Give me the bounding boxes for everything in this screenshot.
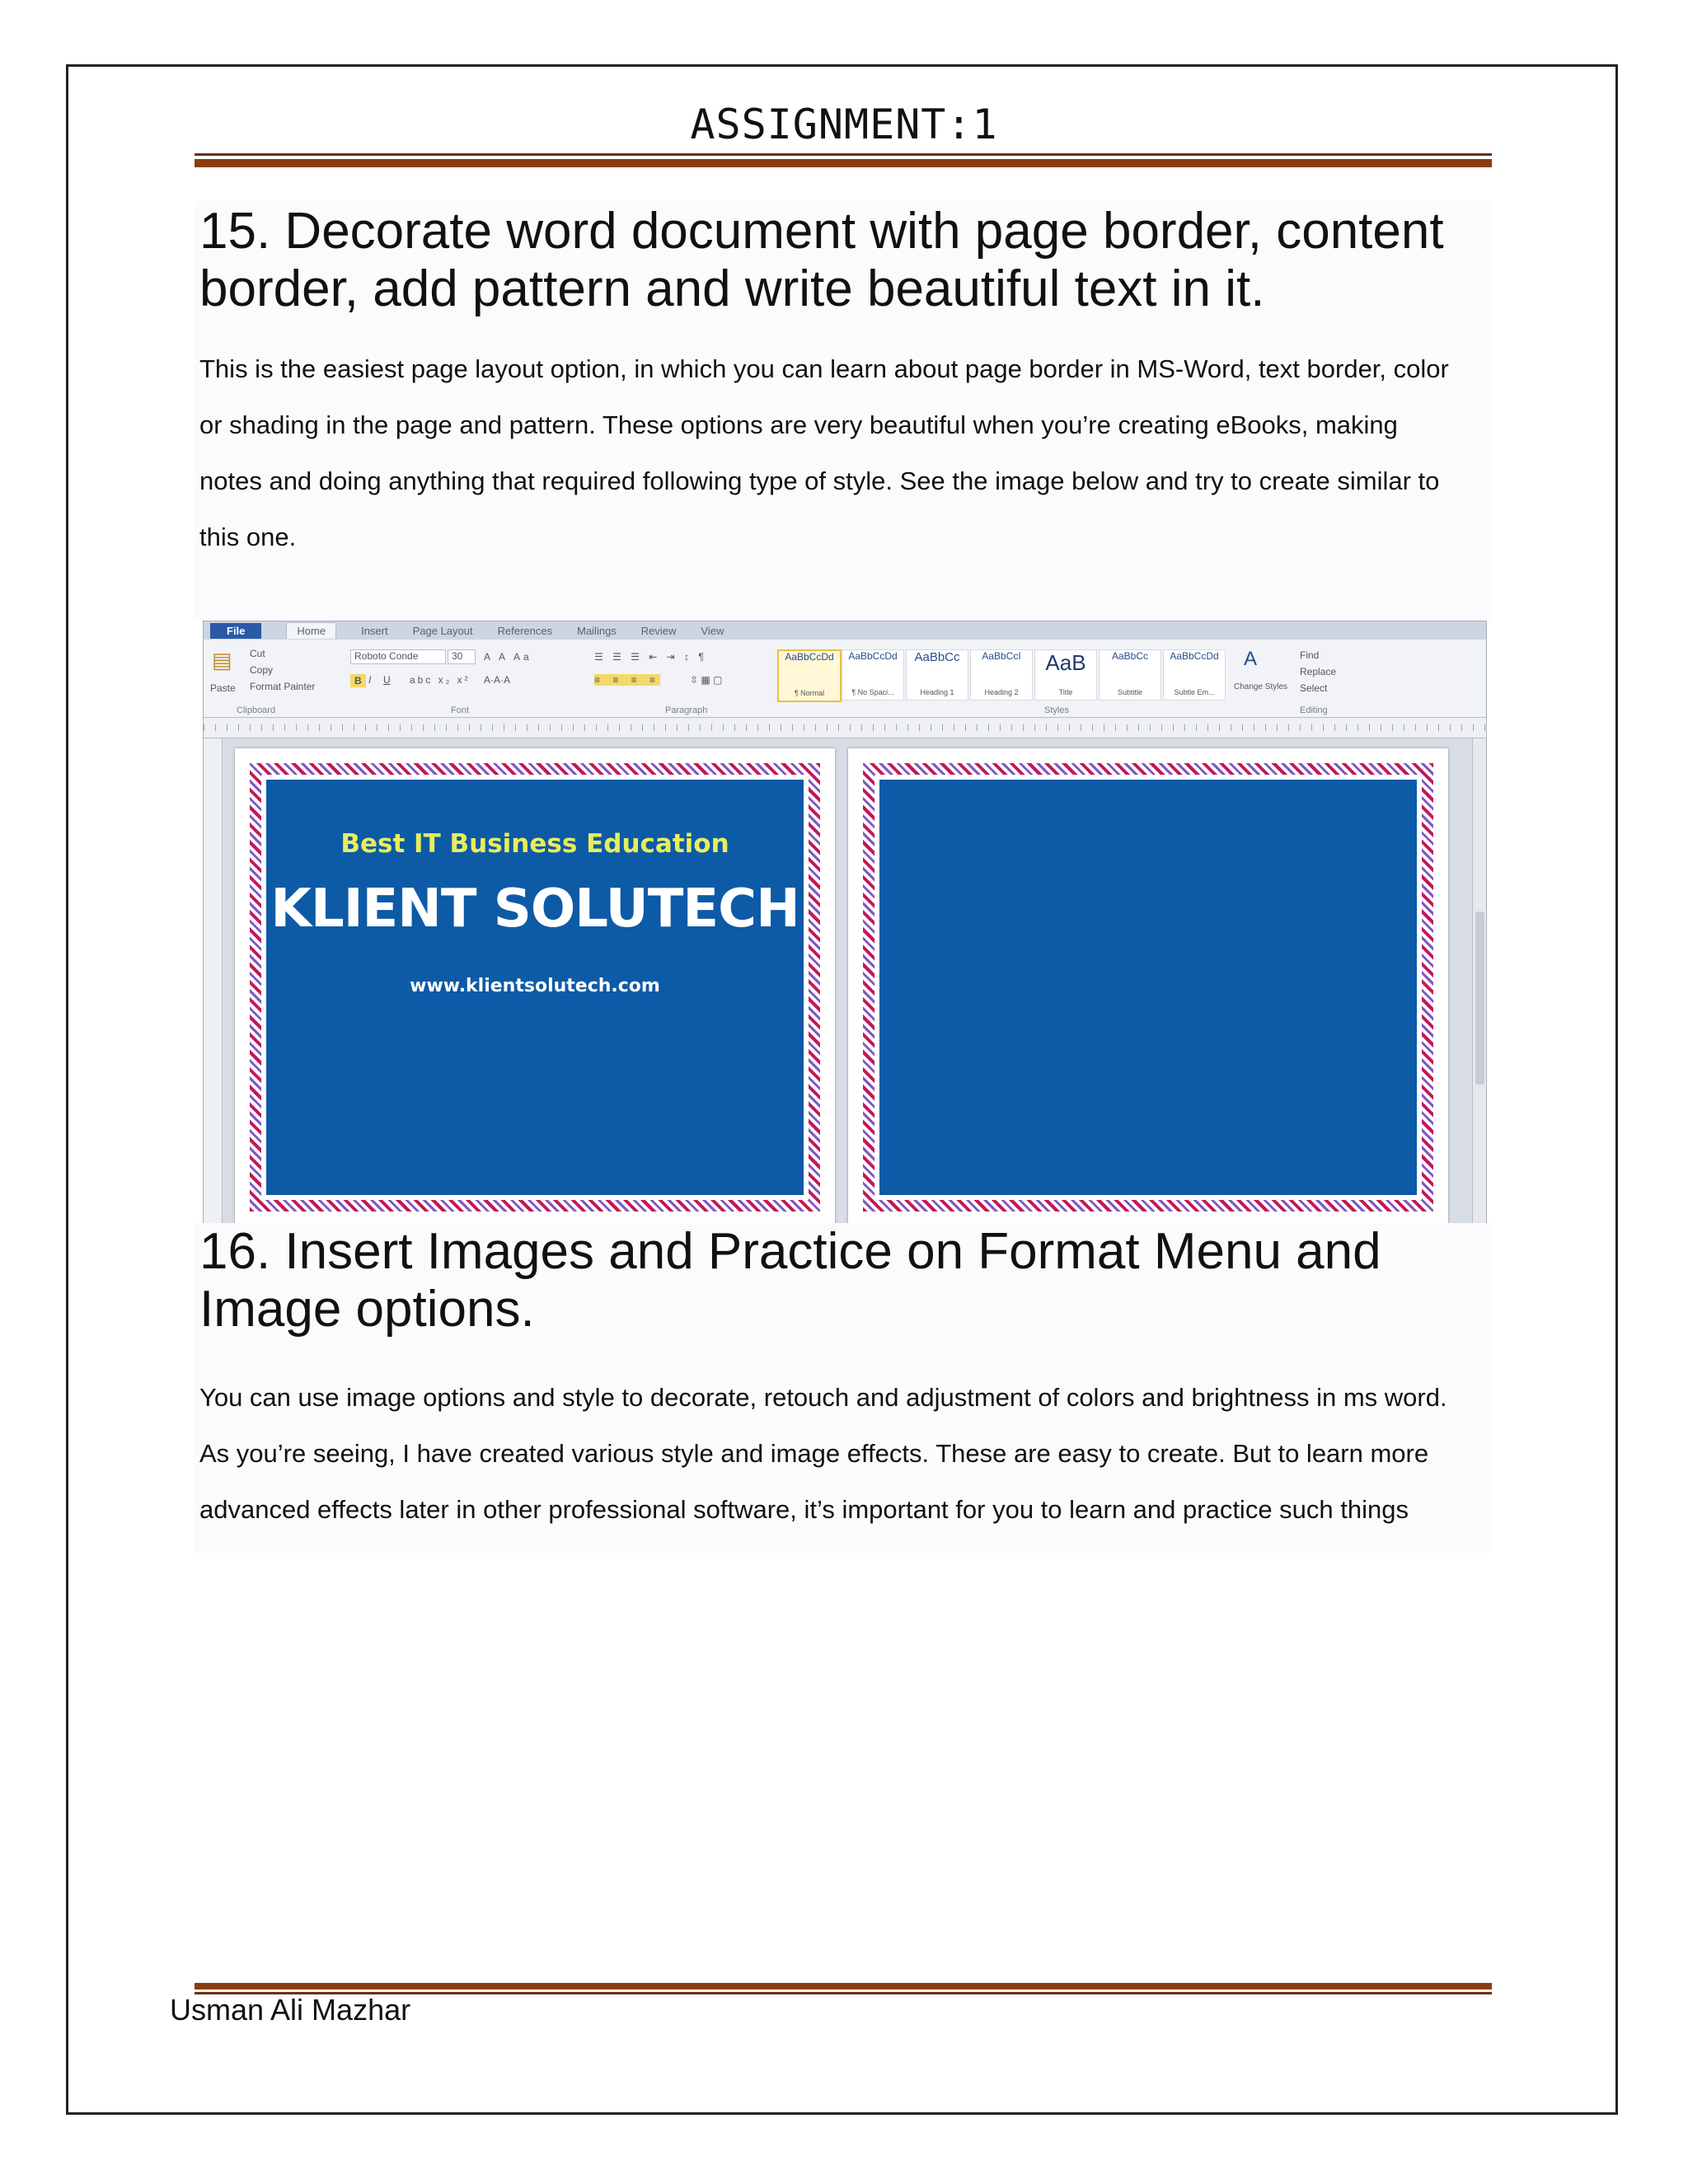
section-16-title-line-2: Image options. — [199, 1281, 535, 1338]
footer-author: Usman Ali Mazhar — [170, 1993, 411, 2027]
tab-file[interactable]: File — [210, 623, 261, 639]
font-color-button[interactable]: A·A·A — [484, 674, 511, 686]
page-1-url: www.klientsolutech.com — [410, 976, 660, 996]
replace-button[interactable]: Replace — [1300, 666, 1337, 677]
underline-button[interactable]: U — [383, 674, 391, 686]
page-1-brand: KLIENT SOLUTECH — [270, 879, 799, 940]
font-size-box[interactable]: 30 — [448, 649, 476, 664]
style-no-spacing[interactable]: AaBbCcDd ¶ No Spaci... — [842, 649, 904, 701]
change-styles-icon[interactable]: A — [1244, 648, 1258, 670]
select-button[interactable]: Select — [1300, 682, 1328, 694]
style-title[interactable]: AaB Title — [1034, 649, 1097, 701]
tab-mailings[interactable]: Mailings — [577, 624, 617, 637]
change-styles-button[interactable]: Change Styles — [1234, 682, 1288, 691]
ribbon — [204, 640, 1486, 718]
group-label-font: Font — [451, 705, 470, 715]
style-normal[interactable]: AaBbCcDd ¶ Normal — [777, 649, 842, 702]
paste-icon[interactable]: ▤ — [212, 648, 232, 673]
style-subtle-emphasis[interactable]: AaBbCcDd Subtle Em... — [1163, 649, 1226, 701]
font-grow-shrink-buttons[interactable]: A A Aa — [484, 651, 532, 663]
page-1-blue-background — [266, 780, 804, 1195]
section-15-paragraph-line: notes and doing anything that required following type of style. See the image below and try to create similar to — [199, 466, 1440, 495]
section-16 — [195, 1223, 1492, 1553]
word-page-1 — [235, 748, 835, 1224]
font-effects-buttons[interactable]: abc x₂ x² — [410, 674, 471, 686]
italic-button[interactable]: I — [368, 674, 372, 686]
section-16-paragraph-line: As you’re seeing, I have created various style and image effects. These are easy to create. But to learn more — [199, 1439, 1429, 1468]
header-rule — [195, 153, 1492, 167]
shading-border-buttons[interactable]: ⇳ ▦ ▢ — [690, 674, 723, 686]
tab-home[interactable]: Home — [286, 622, 336, 639]
find-button[interactable]: Find — [1300, 649, 1320, 661]
tab-references[interactable]: References — [497, 624, 553, 637]
section-15-title-line-2: border, add pattern and write beautiful text in it. — [199, 260, 1265, 317]
section-16-paragraph-line: advanced effects later in other professional software, it’s important for you to learn and practice such things — [199, 1495, 1409, 1524]
group-label-styles: Styles — [1044, 705, 1069, 715]
section-15-paragraph-line: This is the easiest page layout option, in which you can learn about page border in MS-Word, text border, color — [199, 354, 1449, 383]
page-header-title: ASSIGNMENT:1 — [690, 101, 998, 148]
page-2-blue-background — [879, 780, 1417, 1195]
format-painter-button[interactable]: Format Painter — [250, 681, 316, 692]
style-subtitle[interactable]: AaBbCc Subtitle — [1099, 649, 1161, 701]
tab-review[interactable]: Review — [640, 624, 677, 637]
section-16-title — [195, 1223, 1492, 1338]
paste-button[interactable]: Paste — [210, 682, 236, 694]
align-buttons[interactable]: ≡ ≡ ≡ ≡ — [594, 674, 661, 686]
copy-button[interactable]: Copy — [250, 664, 274, 676]
font-name-box[interactable]: Roboto Conde — [350, 649, 446, 664]
ribbon-tabs — [204, 621, 1486, 640]
group-label-paragraph: Paragraph — [665, 705, 708, 715]
section-15-title — [195, 203, 1492, 318]
style-heading-2[interactable]: AaBbCcI Heading 2 — [970, 649, 1033, 701]
bold-button[interactable]: B — [350, 674, 366, 687]
document-area — [204, 738, 1486, 1223]
vertical-scrollbar[interactable] — [1472, 738, 1486, 1223]
group-label-clipboard: Clipboard — [237, 705, 276, 715]
group-label-editing: Editing — [1300, 705, 1328, 715]
section-15-title-line-1: 15. Decorate word document with page border, content — [199, 203, 1444, 260]
word-screenshot — [203, 621, 1487, 1224]
page-1-tagline: Best IT Business Education — [340, 829, 729, 859]
list-buttons[interactable]: ☰ ☰ ☰ ⇤ ⇥ ↕ ¶ — [594, 651, 707, 663]
section-15 — [195, 201, 1492, 620]
section-16-paragraph-line: You can use image options and style to decorate, retouch and adjustment of colors and brightness in ms word. — [199, 1383, 1447, 1412]
scrollbar-thumb[interactable] — [1475, 912, 1484, 1085]
word-page-2 — [848, 748, 1448, 1224]
tab-page-layout[interactable]: Page Layout — [412, 624, 473, 637]
tab-view[interactable]: View — [701, 624, 724, 637]
vertical-ruler[interactable] — [204, 738, 223, 1223]
style-heading-1[interactable]: AaBbCc Heading 1 — [906, 649, 968, 701]
section-16-title-line-1: 16. Insert Images and Practice on Format Menu and — [199, 1223, 1381, 1280]
tab-insert[interactable]: Insert — [361, 624, 388, 637]
section-15-paragraph-line: or shading in the page and pattern. These options are very beautiful when you’re creating eBooks, making — [199, 410, 1398, 439]
horizontal-ruler[interactable] — [204, 718, 1486, 738]
section-15-paragraph-line: this one. — [199, 523, 297, 551]
cut-button[interactable]: Cut — [250, 648, 265, 659]
